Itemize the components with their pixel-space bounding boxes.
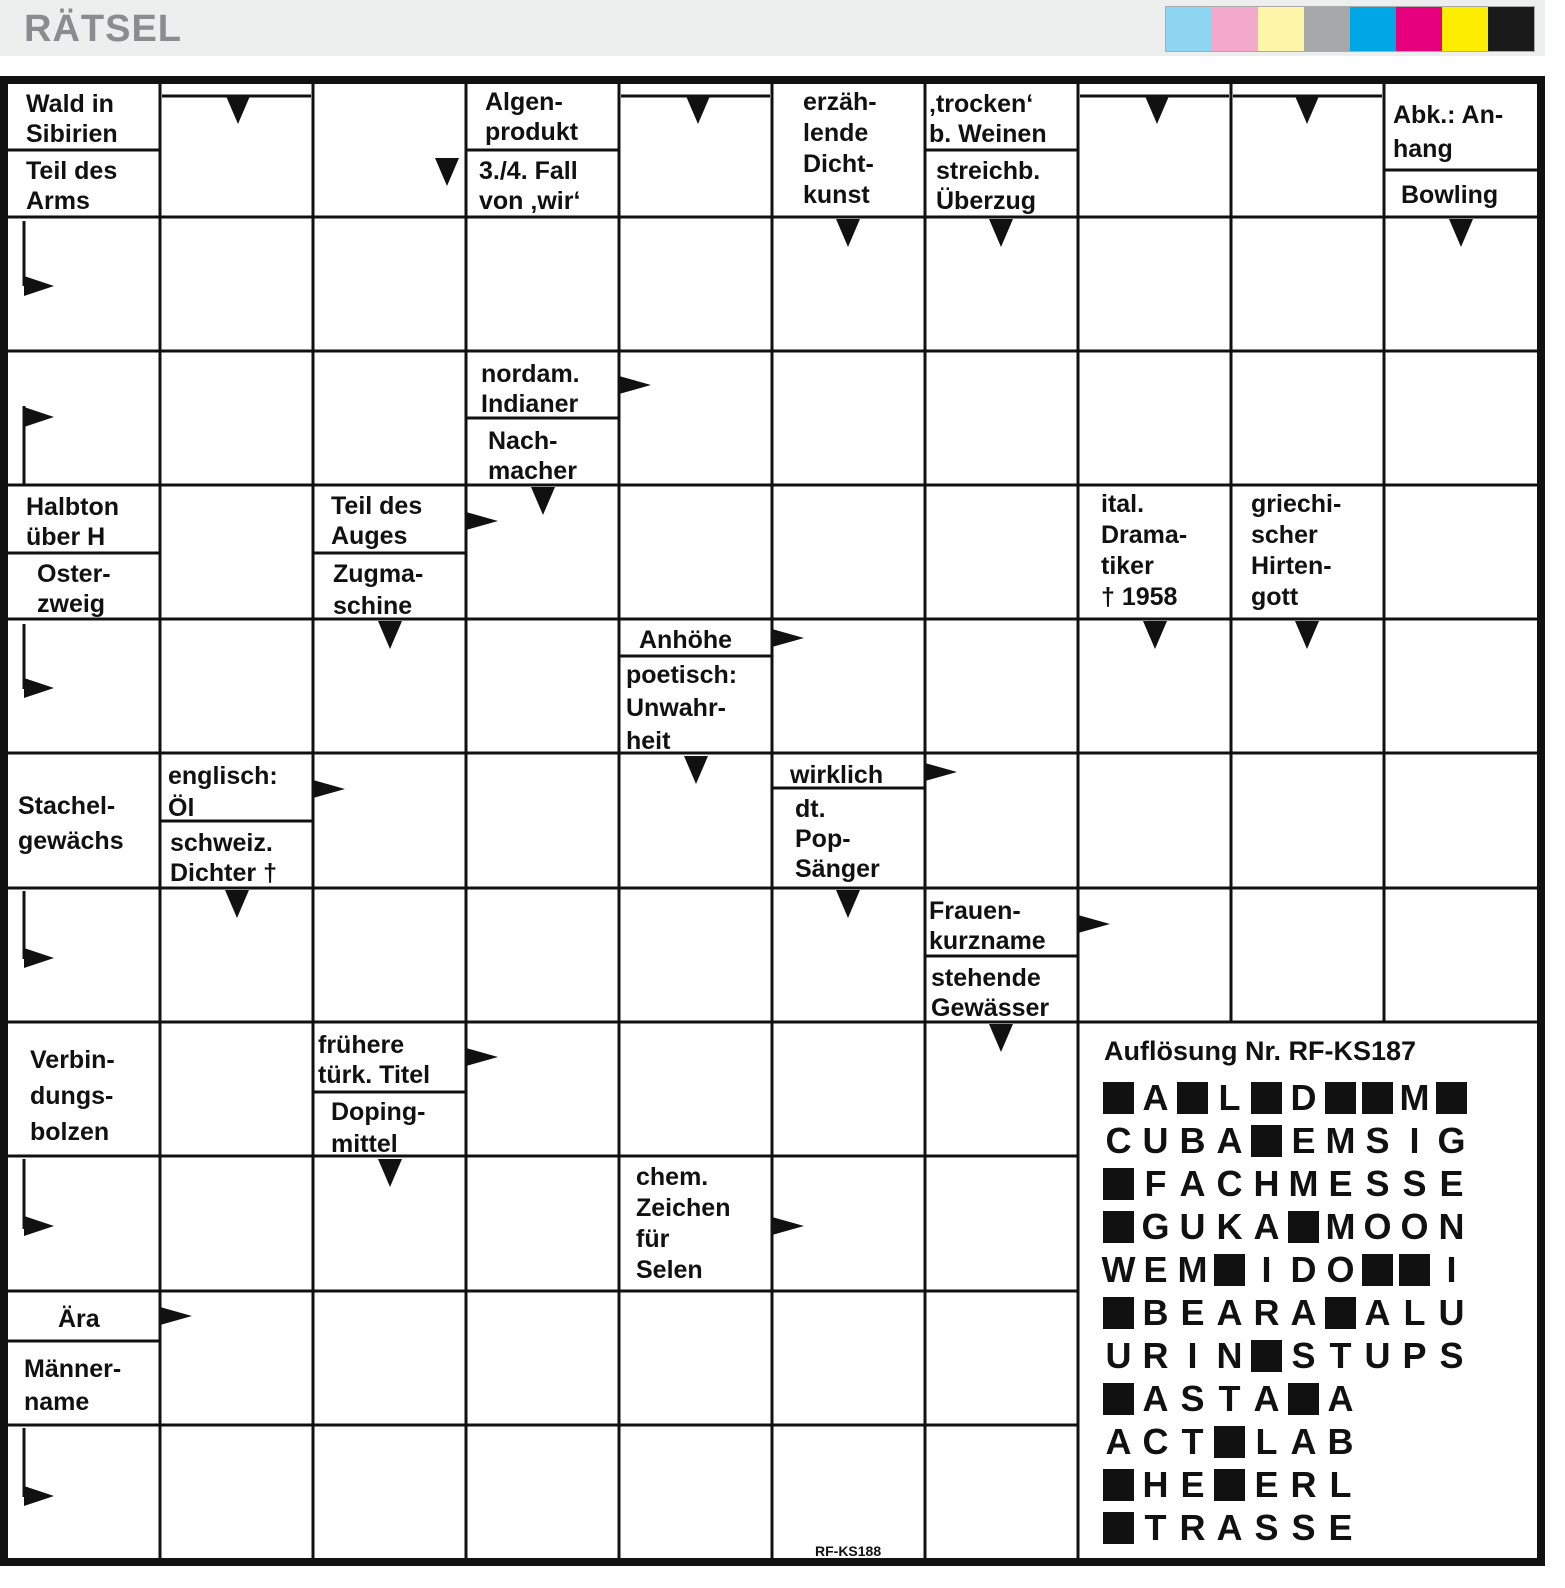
solution-letter: E bbox=[1291, 1119, 1316, 1161]
solution-letter: A bbox=[1253, 1377, 1280, 1419]
solution-letter: S bbox=[1365, 1119, 1390, 1161]
solution-black-square bbox=[1248, 1119, 1285, 1162]
clue-griech-hirtengott: griechi- scher Hirten- gott bbox=[1251, 490, 1342, 611]
solution-letter: S bbox=[1291, 1334, 1316, 1376]
clue-3-4-fall-von-wir: 3./4. Fall von ‚wir‘ bbox=[479, 157, 581, 215]
clue-wald-in-sibirien: Wald in Sibirien bbox=[26, 90, 118, 148]
solution-letter: E bbox=[1328, 1162, 1353, 1204]
solution-title: Auflösung Nr. RF-KS187 bbox=[1104, 1036, 1417, 1066]
clue-stachelgewaechs: Stachel- gewächs bbox=[18, 792, 124, 855]
crossword-grid bbox=[0, 76, 1545, 1566]
color-swatch bbox=[1304, 7, 1350, 51]
clue-maennername: Männer- name bbox=[24, 1355, 122, 1416]
clue-dopingmittel: Doping- mittel bbox=[331, 1098, 426, 1158]
solution-letter: O bbox=[1363, 1205, 1392, 1247]
solution-row bbox=[1100, 1420, 1359, 1463]
clue-streichb-ueberzug: streichb. Überzug bbox=[936, 157, 1041, 215]
solution-letter: E bbox=[1180, 1463, 1205, 1505]
solution-letter: S bbox=[1291, 1506, 1316, 1548]
clue-osterzweig: Oster- zweig bbox=[37, 560, 111, 618]
solution-black-square bbox=[1322, 1076, 1359, 1119]
page-title: RÄTSEL bbox=[24, 8, 182, 50]
clue-ital-dramatiker: ital. Drama- tiker † 1958 bbox=[1101, 490, 1188, 611]
solution-black-square bbox=[1433, 1076, 1470, 1119]
solution-black-square bbox=[1100, 1162, 1137, 1205]
solution-row bbox=[1100, 1119, 1470, 1162]
color-swatch bbox=[1442, 7, 1488, 51]
solution-letter: P bbox=[1402, 1334, 1427, 1376]
solution-black-square bbox=[1100, 1506, 1137, 1549]
solution-black-square bbox=[1359, 1076, 1396, 1119]
clue-halbton-ueber-h: Halbton über H bbox=[26, 493, 120, 551]
solution-letter: M bbox=[1399, 1076, 1430, 1118]
solution-letter: C bbox=[1105, 1119, 1132, 1161]
solution-letter: C bbox=[1142, 1420, 1169, 1462]
solution-row bbox=[1100, 1162, 1470, 1205]
solution-letter: A bbox=[1216, 1119, 1243, 1161]
solution-black-square bbox=[1359, 1248, 1396, 1291]
solution-letter: H bbox=[1253, 1162, 1280, 1204]
solution-letter: I bbox=[1446, 1248, 1457, 1290]
solution-letter: U bbox=[1364, 1334, 1391, 1376]
solution-letter: O bbox=[1326, 1248, 1355, 1290]
solution-row bbox=[1100, 1377, 1359, 1420]
solution-letter: K bbox=[1216, 1205, 1243, 1247]
solution-letter: N bbox=[1438, 1205, 1465, 1247]
solution-black-square bbox=[1211, 1420, 1248, 1463]
solution-letter: U bbox=[1142, 1119, 1169, 1161]
solution-black-square bbox=[1100, 1291, 1137, 1334]
solution-row bbox=[1100, 1334, 1470, 1377]
solution-letter: R bbox=[1253, 1291, 1280, 1333]
solution-letter: U bbox=[1179, 1205, 1206, 1247]
solution-letter: E bbox=[1328, 1506, 1353, 1548]
solution-letter: R bbox=[1179, 1506, 1206, 1548]
solution-letter: A bbox=[1216, 1291, 1243, 1333]
solution-black-square bbox=[1100, 1377, 1137, 1420]
solution-black-square bbox=[1285, 1205, 1322, 1248]
solution-letter: H bbox=[1142, 1463, 1169, 1505]
clue-erzaehlende-dichtkunst: erzäh- lende Dicht- kunst bbox=[803, 88, 877, 209]
solution-row bbox=[1100, 1506, 1359, 1549]
solution-letter: B bbox=[1142, 1291, 1169, 1333]
solution-letter: A bbox=[1142, 1377, 1169, 1419]
clue-stehende-gewaesser: stehende Gewässer bbox=[931, 964, 1050, 1022]
solution-letter: R bbox=[1142, 1334, 1169, 1376]
solution-letter: G bbox=[1437, 1119, 1466, 1161]
solution-letter: I bbox=[1187, 1334, 1198, 1376]
clue-chem-zeichen-selen: chem. Zeichen für Selen bbox=[636, 1163, 731, 1284]
solution-black-square bbox=[1100, 1205, 1137, 1248]
solution-black-square bbox=[1285, 1377, 1322, 1420]
solution-row bbox=[1100, 1291, 1470, 1334]
solution-letter: G bbox=[1141, 1205, 1170, 1247]
solution-letter: M bbox=[1325, 1119, 1356, 1161]
solution-row bbox=[1100, 1205, 1470, 1248]
solution-letter: A bbox=[1290, 1420, 1317, 1462]
solution-letter: S bbox=[1365, 1162, 1390, 1204]
clue-algenprodukt: Algen- produkt bbox=[485, 88, 579, 146]
solution-letter: D bbox=[1290, 1248, 1317, 1290]
solution-letter: E bbox=[1180, 1291, 1205, 1333]
solution-row bbox=[1100, 1248, 1470, 1291]
color-swatch bbox=[1166, 7, 1212, 51]
header-bar bbox=[0, 0, 1545, 56]
solution-black-square bbox=[1248, 1076, 1285, 1119]
solution-black-square bbox=[1322, 1291, 1359, 1334]
clue-abk-anhang: Abk.: An- hang bbox=[1393, 101, 1504, 163]
color-swatch bbox=[1212, 7, 1258, 51]
solution-letter: L bbox=[1218, 1076, 1241, 1118]
clue-teil-des-arms: Teil des Arms bbox=[26, 157, 118, 215]
solution-letter: A bbox=[1179, 1162, 1206, 1204]
solution-letter: T bbox=[1218, 1377, 1241, 1419]
solution-letter: A bbox=[1142, 1076, 1169, 1118]
color-swatch bbox=[1258, 7, 1304, 51]
clue-frauenkurzname: Frauen- kurzname bbox=[929, 897, 1046, 955]
clue-verbindungsbolzen: Verbin- dungs- bolzen bbox=[30, 1046, 115, 1146]
solution-letter: C bbox=[1216, 1162, 1243, 1204]
color-calibration-bar bbox=[1165, 6, 1535, 52]
solution-letter: A bbox=[1364, 1291, 1391, 1333]
solution-letter: M bbox=[1325, 1205, 1356, 1247]
solution-letter: S bbox=[1402, 1162, 1427, 1204]
clue-bowling: Bowling bbox=[1401, 181, 1499, 209]
clue-trocken-b-weinen: ‚trocken‘ b. Weinen bbox=[929, 90, 1047, 148]
solution-black-square bbox=[1248, 1334, 1285, 1377]
solution-letter: A bbox=[1290, 1291, 1317, 1333]
solution-row bbox=[1100, 1463, 1359, 1506]
clue-poetisch-unwahrheit: poetisch: Unwahr- heit bbox=[626, 661, 738, 755]
solution-letter: M bbox=[1177, 1248, 1208, 1290]
solution-letter: R bbox=[1290, 1463, 1317, 1505]
solution-row bbox=[1100, 1076, 1470, 1119]
solution-letter: A bbox=[1253, 1205, 1280, 1247]
puzzle-code: RF-KS188 bbox=[815, 1543, 882, 1559]
clue-zugmaschine: Zugma- schine bbox=[333, 560, 424, 620]
solution-letter: D bbox=[1290, 1076, 1317, 1118]
clue-aera: Ära bbox=[58, 1305, 100, 1333]
solution-letter: L bbox=[1403, 1291, 1426, 1333]
solution-letter: S bbox=[1439, 1334, 1464, 1376]
solution-letter: I bbox=[1261, 1248, 1272, 1290]
clue-schweiz-dichter: schweiz. Dichter † bbox=[170, 829, 277, 887]
clue-teil-des-auges: Teil des Auges bbox=[331, 492, 423, 550]
solution-letter: L bbox=[1255, 1420, 1278, 1462]
solution-letter: I bbox=[1409, 1119, 1420, 1161]
solution-letter: U bbox=[1438, 1291, 1465, 1333]
solution-black-square bbox=[1211, 1463, 1248, 1506]
clue-fruehere-tuerk-titel: frühere türk. Titel bbox=[318, 1031, 431, 1089]
color-swatch bbox=[1488, 7, 1534, 51]
solution-black-square bbox=[1174, 1076, 1211, 1119]
solution-black-square bbox=[1100, 1463, 1137, 1506]
solution-letter: B bbox=[1327, 1420, 1354, 1462]
solution-letter: L bbox=[1329, 1463, 1352, 1505]
solution-letter: A bbox=[1327, 1377, 1354, 1419]
solution-letter: M bbox=[1288, 1162, 1319, 1204]
solution-letter: E bbox=[1439, 1162, 1464, 1204]
clue-dt-pop-saenger: dt. Pop- Sänger bbox=[795, 795, 880, 883]
solution-letter: U bbox=[1105, 1334, 1132, 1376]
solution-letter: E bbox=[1254, 1463, 1279, 1505]
solution-black-square bbox=[1396, 1248, 1433, 1291]
clue-nordam-indianer: nordam. Indianer bbox=[481, 360, 580, 418]
solution-letter: E bbox=[1143, 1248, 1168, 1290]
solution-letter: A bbox=[1105, 1420, 1132, 1462]
color-swatch bbox=[1350, 7, 1396, 51]
solution-letter: T bbox=[1329, 1334, 1352, 1376]
solution-letter: W bbox=[1101, 1248, 1136, 1290]
clue-nachmacher: Nach- macher bbox=[488, 427, 577, 485]
solution-letter: O bbox=[1400, 1205, 1429, 1247]
clue-englisch-oel: englisch: Öl bbox=[168, 762, 278, 822]
solution-letter: N bbox=[1216, 1334, 1243, 1376]
solution-black-square bbox=[1211, 1248, 1248, 1291]
solution-letter: S bbox=[1254, 1506, 1279, 1548]
solution-letter: A bbox=[1216, 1506, 1243, 1548]
solution-letter: S bbox=[1180, 1377, 1205, 1419]
clue-wirklich: wirklich bbox=[790, 761, 884, 789]
solution-letter: T bbox=[1144, 1506, 1167, 1548]
solution-letter: B bbox=[1179, 1119, 1206, 1161]
solution-letter: F bbox=[1144, 1162, 1167, 1204]
clue-anhoehe: Anhöhe bbox=[639, 626, 733, 654]
solution-black-square bbox=[1100, 1076, 1137, 1119]
color-swatch bbox=[1396, 7, 1442, 51]
solution-letter: T bbox=[1181, 1420, 1204, 1462]
